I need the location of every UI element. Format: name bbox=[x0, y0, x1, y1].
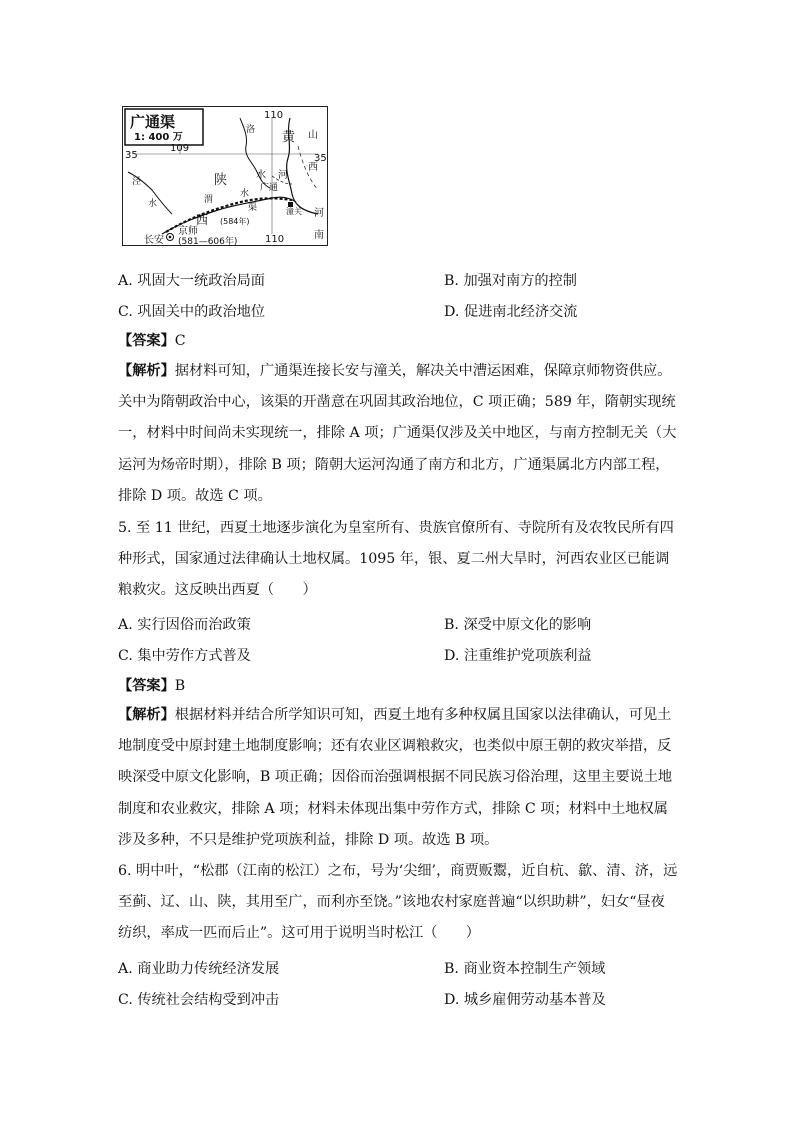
q4-analysis bbox=[118, 356, 678, 512]
map-label-shui-jing: 水 bbox=[148, 199, 158, 209]
map-label-years: (581—606年) bbox=[178, 237, 238, 246]
q5-option-b: B. 深受中原文化的影响 bbox=[444, 617, 592, 633]
q4-analysis-label: 【解析】 bbox=[118, 363, 175, 379]
q5-analysis-text: 根据材料并结合所学知识可知，西夏土地有多种权属且国家以法律确认，可见土地制度受中原封建土地制度影响；还有农业区调粮救灾，也类似中原王朝的救灾举措，反映深受中原文化影响，B 项正确；因俗而治强调根据不同民族习俗治理，这里主要说土地制度和农业救灾，排除 A 项；材料未体现出集中劳作方式，排除 C 项；材料中土地权属涉及多种，不只是维护党项族利益，排除 D 项。故选 B 项。 bbox=[118, 707, 673, 848]
q4-answer bbox=[118, 331, 186, 351]
q4-option-c: C. 巩固关中的政治地位 bbox=[118, 304, 266, 320]
q5-option-a: A. 实行因俗而治政策 bbox=[118, 617, 251, 633]
map-label-tongguan: 潼关 bbox=[286, 207, 302, 216]
map-label-shui-wei: 水 bbox=[240, 189, 250, 199]
map-label-year-584: (584年) bbox=[220, 217, 250, 226]
map-label-henan-nan: 南 bbox=[314, 230, 324, 241]
map-latitude-35-left: 35 bbox=[125, 150, 138, 161]
map-label-jing: 泾 bbox=[132, 177, 142, 187]
q4-answer-label: 【答案】 bbox=[118, 333, 175, 349]
q4-option-d: D. 促进南北经济交流 bbox=[444, 304, 578, 320]
q5-option-c: C. 集中劳作方式普及 bbox=[118, 648, 251, 664]
q5-analysis-label: 【解析】 bbox=[118, 707, 175, 723]
q6-option-c: C. 传统社会结构受到冲击 bbox=[118, 992, 280, 1008]
q5-answer bbox=[118, 676, 185, 696]
q4-answer-value: C bbox=[174, 333, 186, 349]
q5-option-d: D. 注重维护党项族利益 bbox=[444, 648, 592, 664]
q5-answer-label: 【答案】 bbox=[118, 678, 175, 694]
map-label-shan: 山 bbox=[308, 130, 318, 141]
map-latitude-35-right: 35 bbox=[314, 153, 327, 164]
q4-option-a: A. 巩固大一统政治局面 bbox=[118, 273, 265, 289]
map-label-he: 河 bbox=[278, 170, 288, 181]
map-title: 广通渠 bbox=[130, 113, 176, 131]
q6-option-a: A. 商业助力传统经济发展 bbox=[118, 961, 280, 977]
q6-option-b: B. 商业资本控制生产领域 bbox=[444, 961, 606, 977]
map-label-changan: 长安 bbox=[144, 235, 164, 246]
q5-analysis bbox=[118, 700, 678, 856]
map-label-jingshi: 京师 bbox=[178, 226, 198, 237]
q6-option-d: D. 城乡雇佣劳动基本普及 bbox=[444, 992, 606, 1008]
map-label-qu: 渠 bbox=[248, 203, 258, 213]
map-label-shui-luo: 水 bbox=[256, 170, 266, 181]
q4-option-b: B. 加强对南方的控制 bbox=[444, 273, 577, 289]
q5-answer-value: B bbox=[174, 678, 186, 694]
map-label-shaan: 陕 bbox=[214, 173, 228, 188]
map-longitude-110-bottom: 110 bbox=[265, 234, 285, 245]
q5-stem: 5. 至 11 世纪，西夏土地逐步演化为皇室所有、贵族官僚所有、寺院所有及农牧民所有四种形式，国家通过法律确认土地权属。1095 年，银、夏二州大旱时，河西农业区已能调粮救灾。这反映出西夏（ ） bbox=[118, 520, 674, 599]
map-label-henan-he: 河 bbox=[314, 208, 324, 219]
q6-stem: 6. 明中叶，“松郡（江南的松江）之布，号为‘尖细’，商贾贩鬻，近自杭、歙、清、济，远至蓟、辽、山、陕，其用至广，而利亦至饶。”该地农村家庭普遍“以织助耕”，妇女“昼夜纺织，率成一匹而后止”。这可用于说明当时松江（ ） bbox=[118, 863, 678, 942]
map-label-luo: 洛 bbox=[246, 125, 256, 135]
map-label-huang: 黄 bbox=[282, 130, 296, 145]
map-longitude-109: 109 bbox=[170, 143, 190, 154]
map-label-guangtong: 广通 bbox=[260, 183, 279, 193]
guangtong-canal-map bbox=[122, 106, 328, 246]
q4-analysis-text: 据材料可知，广通渠连接长安与潼关，解决关中漕运困难，保障京师物资供应。关中为隋朝政治中心，该渠的开凿意在巩固其政治地位，C 项正确；589 年，隋朝实现统一，材料中时间尚未实现统一，排除 A 项；广通渠仅涉及关中地区，与南方控制无关（大运河为炀帝时期），排除 B 项；隋朝大运河沟通了南方和北方，广通渠属北方内部工程，排除 D 项。故选 C 项。 bbox=[118, 363, 677, 504]
map-label-xi: 西 bbox=[308, 162, 318, 173]
map-scale: 1: 400 万 bbox=[134, 132, 183, 143]
map-figure bbox=[122, 106, 328, 246]
map-label-wei: 渭 bbox=[204, 195, 214, 205]
map-label-xi2: 西 bbox=[196, 213, 209, 227]
map-longitude-110-top: 110 bbox=[264, 110, 284, 121]
